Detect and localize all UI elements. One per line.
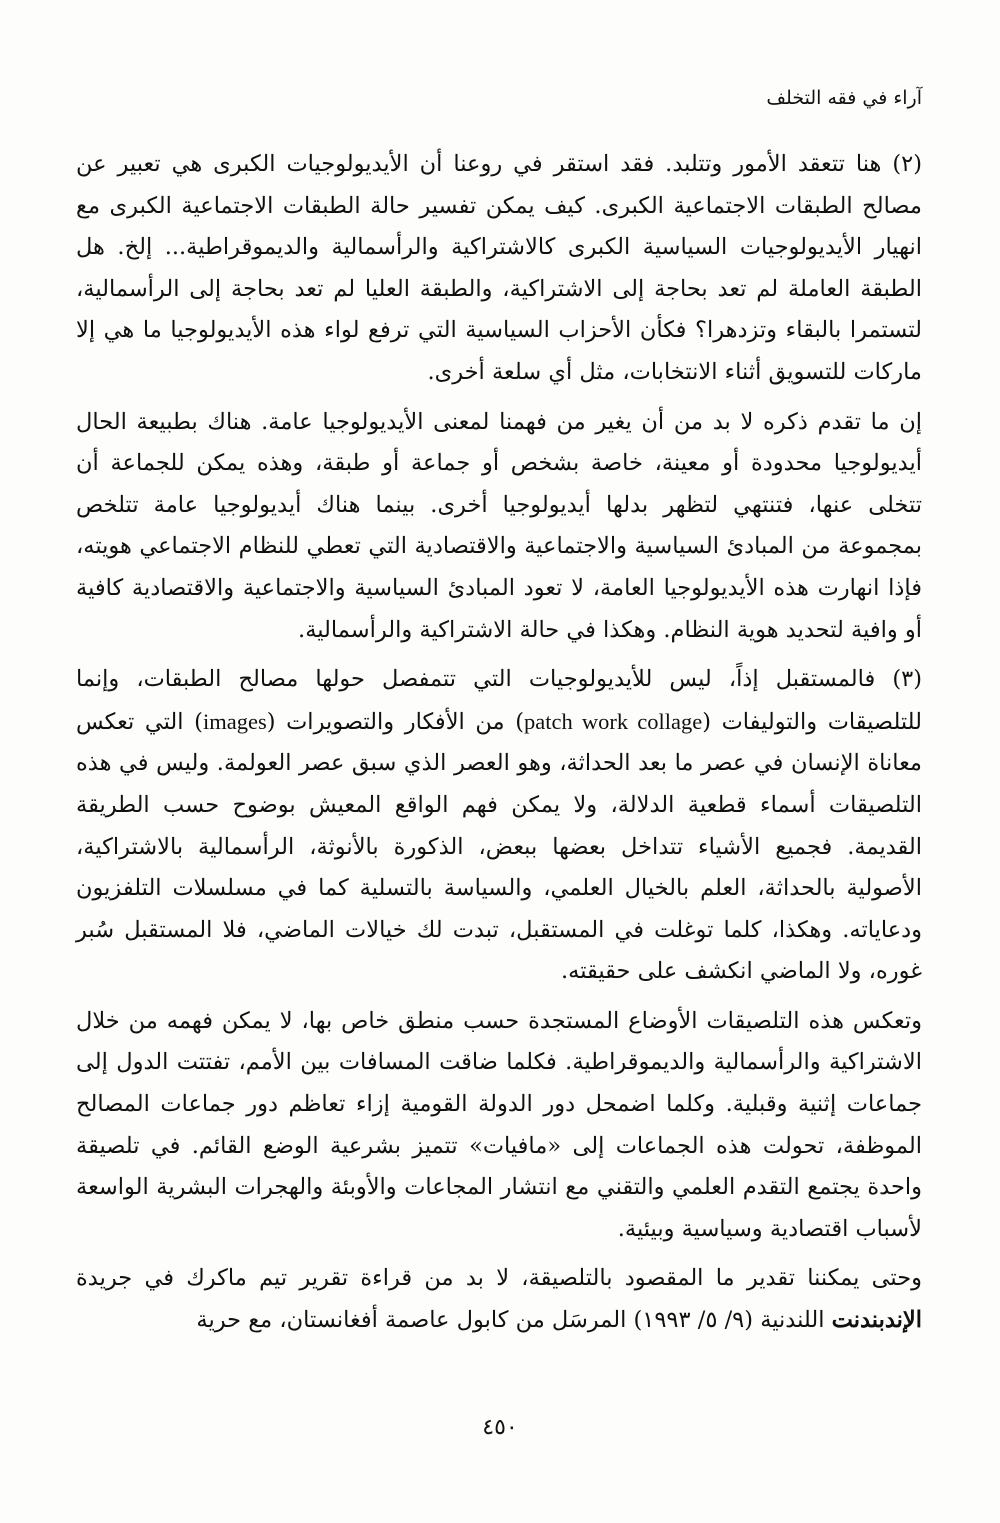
paragraph-5-part-1: وحتى يمكننا تقدير ما المقصود بالتلصيقة، لا بد من قراءة تقرير تيم ماكرك في جريدة [76,1265,922,1292]
body-text [76,144,922,1350]
latin-term-patch-work-collage: patch work collage [524,708,703,734]
paragraph-5 [76,1258,922,1341]
paragraph-3 [76,659,922,993]
paragraph-3-part-2: ) من الأفكار والتصويرات ( [266,708,525,735]
paragraph-1: (٢) هنا تتعقد الأمور وتتلبد. فقد استقر في روعنا أن الأيديولوجيات الكبرى هي تعبير عن مصالح الطبقات الاجتماعية الكبرى. كيف يمكن تفسير حالة الطبقات الاجتماعية الكبرى مع انهيار الأيديولوجيات السياسية الكبرى كالاشتراكية والرأسمالية والديموقراطية... إلخ. هل الطبقة العاملة لم تعد بحاجة إلى الاشتراكية، والطبقة العليا لم تعد بحاجة إلى الرأسمالية، لتستمرا بالبقاء وتزدهرا؟ فكأن الأحزاب السياسية التي ترفع لواء هذه الأيديولوجيا ما هي إلا ماركات للتسويق أثناء الانتخابات، مثل أي سلعة أخرى. [76,151,922,385]
paragraph-5-part-2: اللندنية (٩/ ٥/ ١٩٩٣) المرسَل من كابول عاصمة أفغانستان، مع حرية [196,1307,832,1334]
newspaper-name: الإندبندنت [831,1307,922,1334]
running-title: آراء في فقه التخلف [766,87,922,109]
paragraph-3-part-1: (٣) فالمستقبل إذاً، ليس للأيديولوجيات التي تتمفصل حولها مصالح الطبقات، وإنما للتلصيقات والتوليفات ( [76,666,922,735]
page-number: ٤٥٠ [482,1415,518,1440]
paragraph-4: وتعكس هذه التلصيقات الأوضاع المستجدة حسب منطق خاص بها، لا يمكن فهمه من خلال الاشتراكية والرأسمالية والديموقراطية. فكلما ضاقت المسافات بين الأمم، تفتتت الدول إلى جماعات إثنية وقبلية. وكلما اضمحل دور الدولة القومية إزاء تعاظم دور جماعات المصالح الموظفة، تحولت هذه الجماعات إلى «مافيات» تتميز بشرعية الوضع القائم. في تلصيقة واحدة يجتمع التقدم العلمي والتقني مع انتشار المجاعات والأوبئة والهجرات البشرية الواسعة لأسباب اقتصادية وسياسية وبيئية. [76,1007,922,1242]
latin-term-images: images [202,708,267,734]
paragraph-3-part-3: ) التي تعكس معاناة الإنسان في عصر ما بعد الحداثة، وهو العصر الذي سبق عصر العولمة. وليس في هذه التلصيقات أسماء قطعية الدلالة، ولا يمكن فهم الواقع المعيش بوضوح حسب الطريقة القديمة. فجميع الأشياء تتداخل بعضها ببعض، الذكورة بالأنوثة، الرأسمالية بالاشتراكية، الأصولية بالحداثة، العلم بالخيال العلمي، والسياسة بالتسلية كما في مسلسلات التلفزيون ودعاياته. وهكذا، كلما توغلت في المستقبل، تبدت لك خيالات الماضي، فلا المستقبل سُبر غوره، ولا الماضي انكشف على حقيقته. [76,708,922,985]
paragraph-2: إن ما تقدم ذكره لا بد من أن يغير من فهمنا لمعنى الأيديولوجيا عامة. هناك بطبيعة الحال أيديولوجيا محدودة أو معينة، خاصة بشخص أو جماعة أو طبقة، وهذه يمكن للجماعة أن تتخلى عنها، فتنتهي لتظهر بدلها أيديولوجيا أخرى. بينما هناك أيديولوجيا عامة تتلخص بمجموعة من المبادئ السياسية والاجتماعية والاقتصادية التي تعطي للنظام الاجتماعي هويته، فإذا انهارت هذه الأيديولوجيا العامة، لا تعود المبادئ السياسية والاجتماعية والاقتصادية كافية أو وافية لتحديد هوية النظام. وهكذا في حالة الاشتراكية والرأسمالية. [76,408,922,643]
